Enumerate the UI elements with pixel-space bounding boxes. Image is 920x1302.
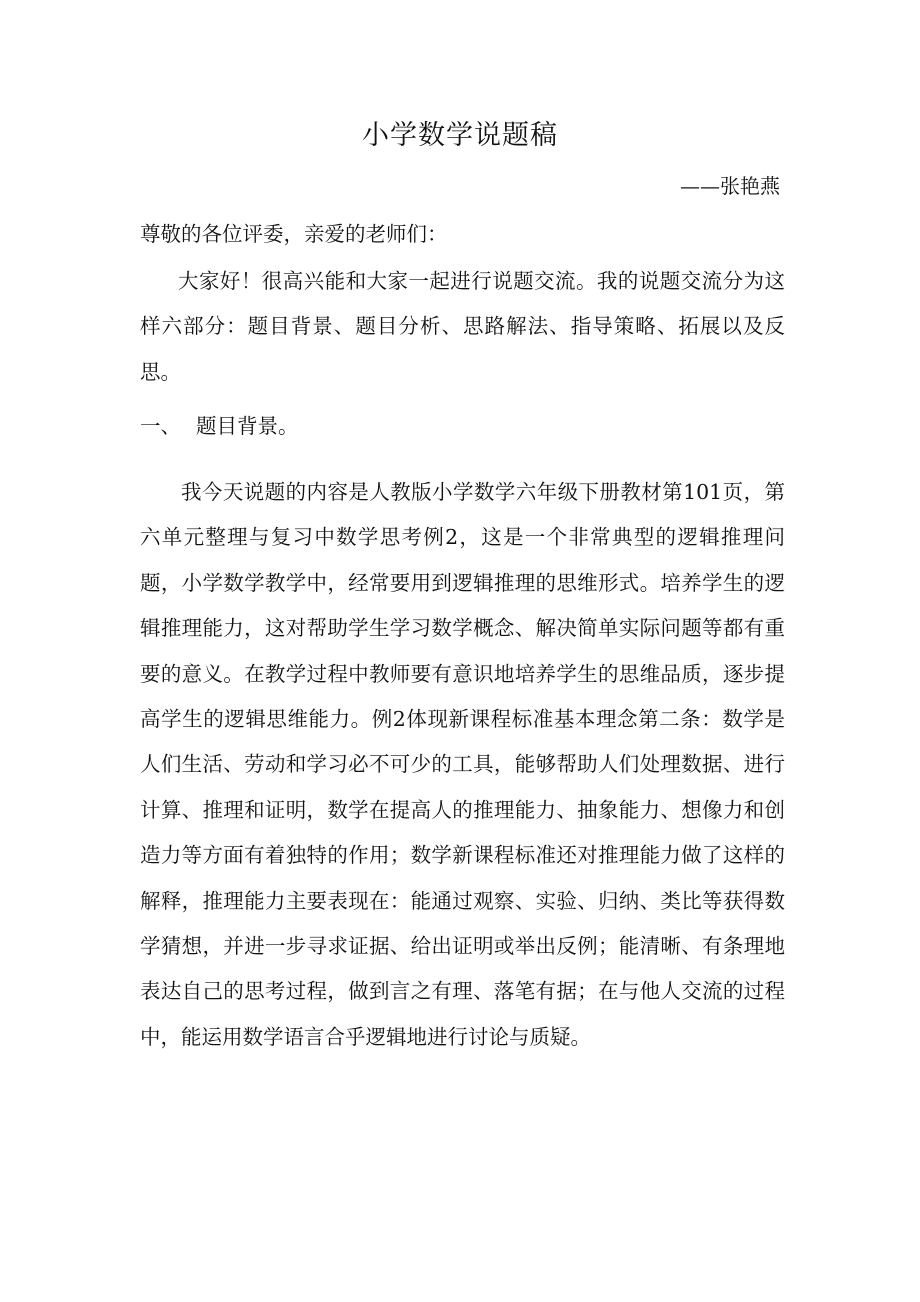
intro-paragraph: 大家好！很高兴能和大家一起进行说题交流。我的说题交流分为这样六部分：题目背景、题目分析、思路解法、指导策略、拓展以及反思。 [140,269,785,384]
section-heading-text: 题目背景。 [196,414,299,438]
section-heading [140,404,299,449]
section-body-paragraph: 我今天说题的内容是人教版小学数学六年级下册教材第101页，第六单元整理与复习中数学思考例2，这是一个非常典型的逻辑推理问题，小学数学教学中，经常要用到逻辑推理的思维形式。培养学生的逻辑推理能力，这对帮助学生学习数学概念、解决简单实际问题等都有重要的意义。在教学过程中教师要有意识地培养学生的思维品质，逐步提高学生的逻辑思维能力。例2体现新课程标准基本理念第二条：数学是人们生活、劳动和学习必不可少的工具，能够帮助人们处理数据、进行计算、推理和证明，数学在提高人的推理能力、抽象能力、想像力和创造力等方面有着独特的作用；数学新课程标准还对推理能力做了这样的解释，推理能力主要表现在：能通过观察、实验、归纳、类比等获得数学猜想，并进一步寻求证据、给出证明或举出反例；能清晰、有条理地表达自己的思考过程，做到言之有理、落笔有据；在与他人交流的过程中，能运用数学语言合乎逻辑地进行讨论与质疑。 [140,480,785,1049]
document-author: ——张艳燕 [680,174,780,198]
salutation-paragraph: 尊敬的各位评委，亲爱的老师们： [140,222,448,246]
section-number: 一、 [140,414,181,438]
document-title: 小学数学说题稿 [362,120,558,151]
